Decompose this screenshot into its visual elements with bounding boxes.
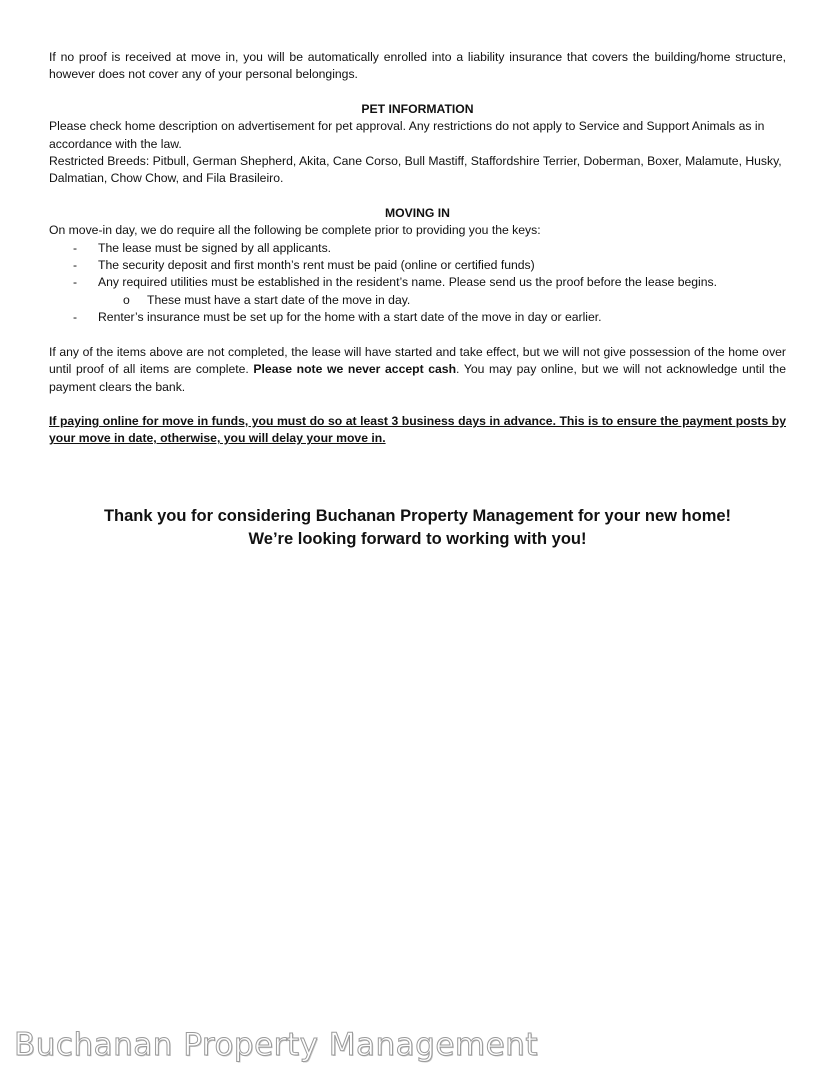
possession-text: If any of the items above are not completed, the lease will have started and take effect, but we will not give possession of the home over until proof of all items are complete. [49,344,786,377]
sub-list-item [49,292,786,309]
sub-list-item-text: These must have a start date of the move in day. [147,292,411,307]
pet-information-heading: PET INFORMATION [361,101,474,116]
dash-bullet: - [73,310,78,325]
list-item [49,240,786,257]
list-item [49,274,786,291]
dash-bullet: - [73,240,78,255]
payment-text: . You may pay online, but we will not acknowledge until the payment clears the bank. [49,362,786,394]
dash-bullet: - [73,258,78,273]
closing-message [0,505,835,551]
list-item-text: Renter’s insurance must be set up for the home with a start date of the move in day or earlier. [98,310,602,325]
closing-line-2: We’re looking forward to working with you! [248,530,587,548]
possession-paragraph [49,344,786,396]
list-item [49,257,786,274]
move-in-requirements-list [49,240,786,327]
online-payment-notice: If paying online for move in funds, you must do so at least 3 business days in advance. This is to ensure the payment posts by your move in date, otherwise, you will delay your move in. [49,413,786,446]
pet-approval-text: Please check home description on advertisement for pet approval. Any restrictions do not apply to Service and Support Animals as in accordance with the law. [49,119,765,151]
restricted-breeds-text: Restricted Breeds: Pitbull, German Shepherd, Akita, Cane Corso, Bull Mastiff, Staffordshire Terrier, Doberman, Boxer, Malamute, Husky, Dalmatian, Chow Chow, and Fila Brasileiro. [49,154,782,186]
dash-bullet: - [73,275,78,290]
moving-in-heading: MOVING IN [384,205,450,220]
closing-line-1: Thank you for considering Buchanan Property Management for your new home! [103,507,732,525]
moving-in-intro: On move-in day, we do require all the following be complete prior to providing you the keys: [49,223,541,238]
watermark: Buchanan Property Management [14,1027,538,1063]
document-body [49,49,786,448]
no-cash-notice: Please note we never accept cash [253,362,457,377]
circle-bullet: o [123,292,130,307]
list-item-text: The lease must be signed by all applicants. [98,240,332,255]
list-item-text: The security deposit and first month’s rent must be paid (online or certified funds) [98,258,535,273]
insurance-paragraph: If no proof is received at move in, you will be automatically enrolled into a liability insurance that covers the building/home structure, however does not cover any of your personal belongings. [49,50,786,82]
list-item [49,309,786,326]
list-item-text: Any required utilities must be established in the resident’s name. Please send us the proof before the lease begins. [98,275,718,290]
